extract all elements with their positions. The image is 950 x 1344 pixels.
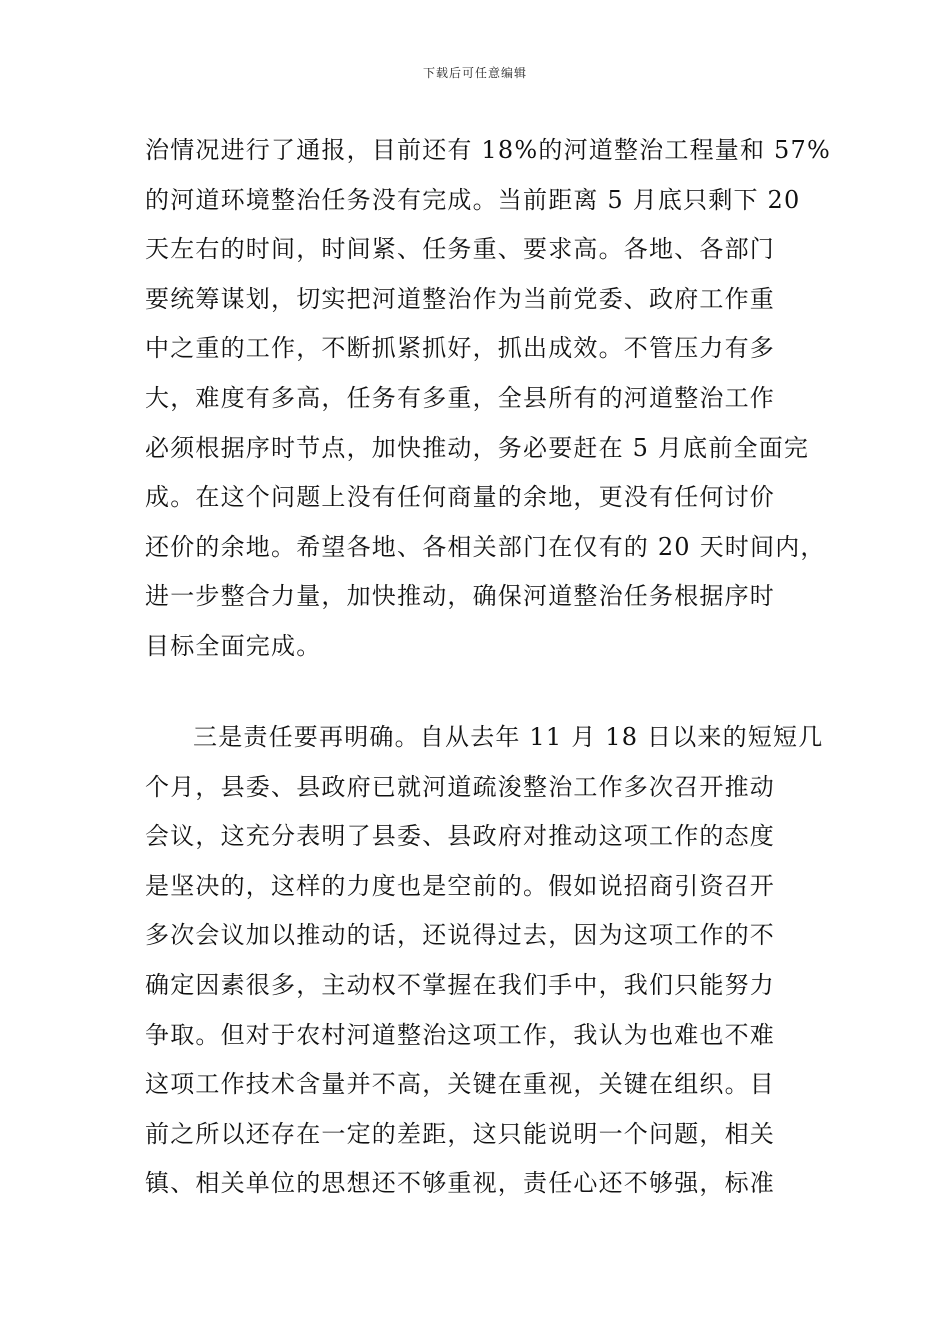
text-line: 争取。但对于农村河道整治这项工作，我认为也难也不难: [145, 1020, 775, 1049]
text-line: 要统筹谋划，切实把河道整治作为当前党委、政府工作重: [145, 284, 775, 313]
text-line: 进一步整合力量，加快推动，确保河道整治任务根据序时: [145, 582, 775, 611]
text-line: 前之所以还存在一定的差距，这只能说明一个问题，相关: [145, 1119, 775, 1148]
text-line: 个月，县委、县政府已就河道疏浚整治工作多次召开推动: [145, 772, 775, 801]
text-line: 这项工作技术含量并不高，关键在重视，关键在组织。目: [145, 1070, 775, 1099]
page-header: 下载后可任意编辑: [422, 66, 527, 80]
text-line: 多次会议加以推动的话，还说得过去，因为这项工作的不: [145, 921, 775, 950]
text-line: 中之重的工作，不断抓紧抓好，抓出成效。不管压力有多: [145, 334, 775, 363]
text-line: 成。在这个问题上没有任何商量的余地，更没有任何讨价: [145, 483, 775, 512]
text-line: 天左右的时间，时间紧、任务重、要求高。各地、各部门: [145, 235, 775, 264]
text-line: 必须根据序时节点，加快推动，务必要赶在 5 月底前全面完: [145, 433, 810, 462]
text-line: 大，难度有多高，任务有多重，全县所有的河道整治工作: [145, 384, 775, 412]
text-line: 的河道环境整治任务没有完成。当前距离 5 月底只剩下 20: [145, 185, 801, 214]
text-line: 目标全面完成。: [145, 632, 322, 660]
text-line: 治情况进行了通报，目前还有 18%的河道整治工程量和 57%: [145, 136, 831, 164]
text-line: 是坚决的，这样的力度也是空前的。假如说招商引资召开: [145, 871, 775, 900]
text-line: 会议，这充分表明了县委、县政府对推动这项工作的态度: [145, 822, 775, 851]
text-line: 镇、相关单位的思想还不够重视，责任心还不够强，标准: [145, 1169, 775, 1198]
text-line: 三是责任要再明确。自从去年 11 月 18 日以来的短短几: [193, 723, 824, 751]
text-line: 还价的余地。希望各地、各相关部门在仅有的 20 天时间内，: [145, 532, 826, 561]
text-line: 确定因素很多，主动权不掌握在我们手中，我们只能努力: [145, 971, 775, 999]
